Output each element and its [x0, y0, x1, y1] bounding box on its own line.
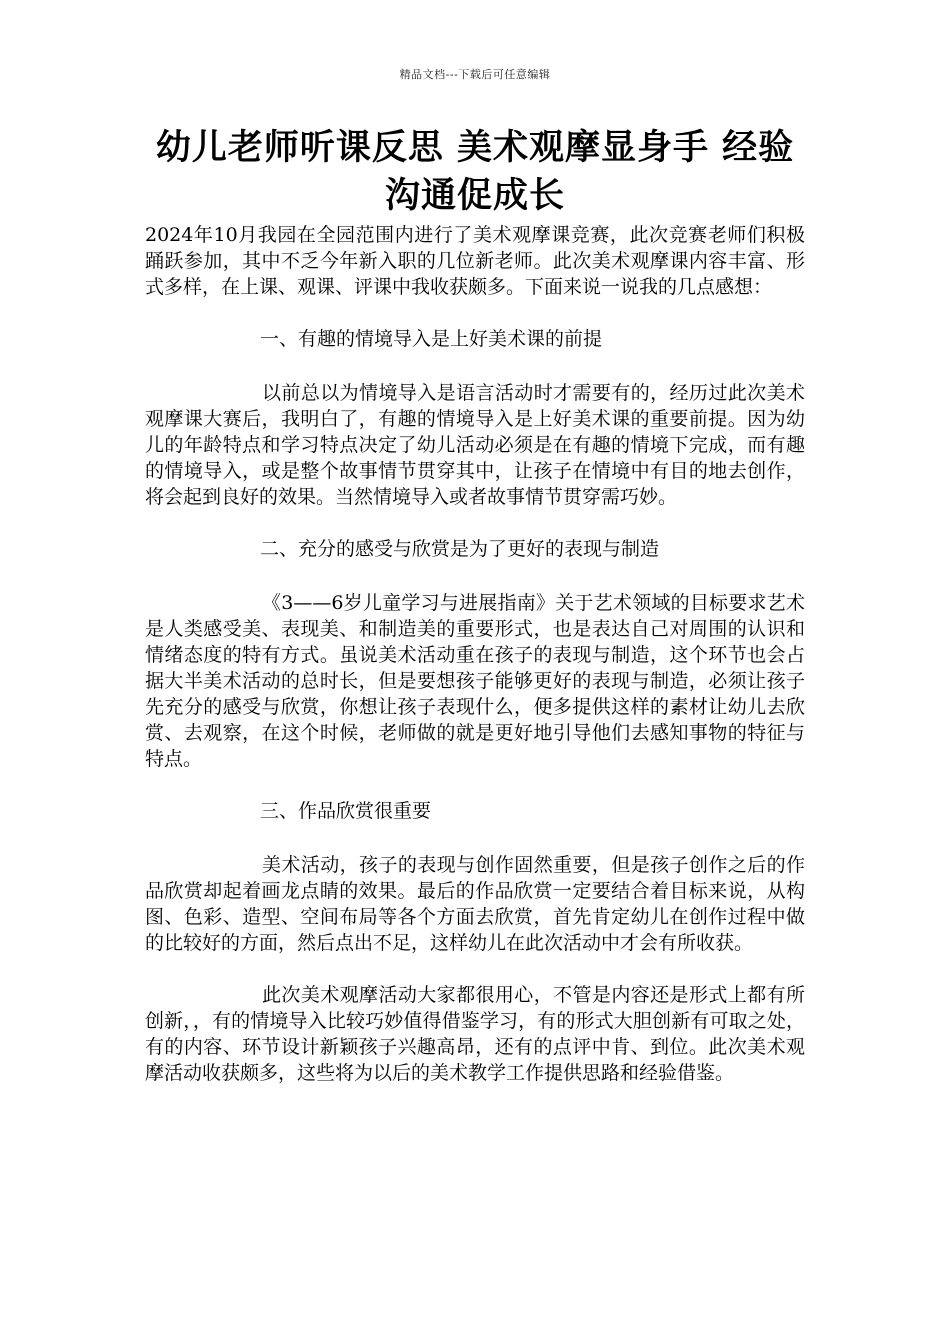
intro-paragraph: 2024年10月我园在全园范围内进行了美术观摩课竞赛，此次竞赛老师们积极踊跃参加，其中不乏今年新入职的几位新老师。此次美术观摩课内容丰富、形式多样，在上课、观课、评课中我收获颇多。下面来说一说我的几点感想：: [145, 224, 805, 298]
section-heading-3: 三、作品欣赏很重要: [260, 800, 432, 822]
section-body-3: 美术活动，孩子的表现与创作固然重要，但是孩子创作之后的作品欣赏却起着画龙点睛的效果。最后的作品欣赏一定要结合着目标来说，从构图、色彩、造型、空间布局等各个方面去欣赏，首先肯定幼儿在创作过程中做的比较好的方面，然后点出不足，这样幼儿在此次活动中才会有所收获。: [145, 854, 805, 954]
section-body-1: 以前总以为情境导入是语言活动时才需要有的，经历过此次美术观摩课大赛后，我明白了，有趣的情境导入是上好美术课的重要前提。因为幼儿的年龄特点和学习特点决定了幼儿活动必须是在有趣的情境下完成，而有趣的情境导入，或是整个故事情节贯穿其中，让孩子在情境中有目的地去创作，将会起到良好的效果。当然情境导入或者故事情节贯穿需巧妙。: [145, 382, 805, 508]
section-heading-1: 一、有趣的情境导入是上好美术课的前提: [260, 328, 603, 350]
conclusion-paragraph: 此次美术观摩活动大家都很用心，不管是内容还是形式上都有所创新，，有的情境导入比较巧妙值得借鉴学习，有的形式大胆创新有可取之处，有的内容、环节设计新颖孩子兴趣高昂，还有的点评中肯、到位。此次美术观摩活动收获颇多，这些将为以后的美术教学工作提供思路和经验借鉴。: [145, 984, 805, 1084]
section-heading-2: 二、充分的感受与欣赏是为了更好的表现与制造: [260, 538, 660, 560]
header-note: 精品文档---下载后可任意编辑: [399, 68, 551, 81]
document-body: [145, 222, 805, 1112]
section-body-2: 《3——6岁儿童学习与进展指南》关于艺术领域的目标要求艺术是人类感受美、表现美、和制造美的重要形式，也是表达自己对周围的认识和情绪态度的特有方式。虽说美术活动重在孩子的表现与制造，这个环节也会占据大半美术活动的总时长，但是要想孩子能够更好的表现与制造，必须让孩子先充分的感受与欣赏，你想让孩子表现什么，便多提供这样的素材让幼儿去欣赏、去观察，在这个时候，老师做的就是更好地引导他们去感知事物的特征与特点。: [145, 592, 805, 770]
document-title: 幼儿老师听课反思 美术观摩显身手 经验沟通促成长: [155, 127, 795, 216]
